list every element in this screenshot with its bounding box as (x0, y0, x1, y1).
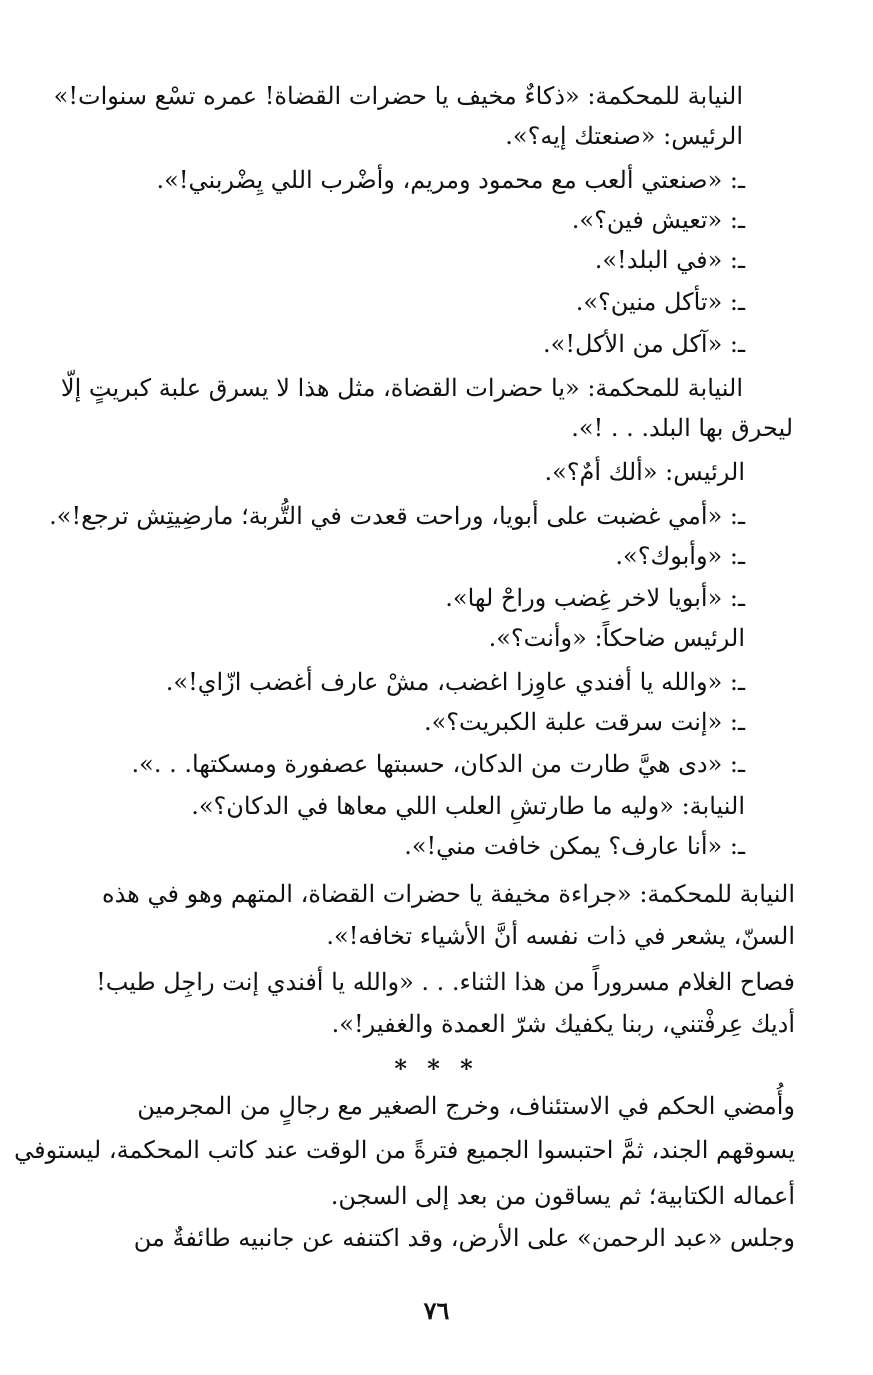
text-line-20: النيابة للمحكمة: «جراءة مخيفة يا حضرات القضاة، المتهم وهو في هذه (102, 880, 795, 908)
text-line-23: أديك عِرفْتني، ربنا يكفيك شرّ العمدة والغفير!». (331, 1010, 795, 1038)
text-line-13: ـ: «أبويا لاخر غِضب وراحْ لها». (445, 584, 745, 612)
text-line-14: الرئيس ضاحكاً: «وأنت؟». (488, 624, 745, 652)
text-line-26: أعماله الكتابية؛ ثم يساقون من بعد إلى السجن. (330, 1182, 795, 1210)
text-line-17: ـ: «دى هيَّ طارت من الدكان، حسبتها عصفورة ومسكتها. . .». (131, 750, 745, 778)
text-line-15: ـ: «والله يا أفندي عاوِزا اغضب، مشْ عارف أغضب ازّاي!». (165, 668, 745, 696)
text-line-19: ـ: «أنا عارف؟ يمكن خافت مني!». (404, 832, 745, 860)
text-line-7: ـ: «آكل من الأكل!». (543, 330, 745, 358)
text-line-21: السنّ، يشعر في ذات نفسه أنَّ الأشياء تخافه!». (326, 922, 795, 950)
text-line-27: وجلس «عبد الرحمن» على الأرض، وقد اكتنفه عن جانبيه طائفةٌ من (133, 1224, 795, 1252)
text-line-9: ليحرق بها البلد. . . !». (571, 414, 793, 442)
page-number: ٧٦ (423, 1296, 450, 1325)
text-line-3: ـ: «صنعتي ألعب مع محمود ومريم، وأضْرب اللي يِضْربني!». (156, 166, 745, 194)
text-line-11: ـ: «أمي غضبت على أبويا، وراحت قعدت في التُّربة؛ مارضِيتِش ترجع!». (49, 502, 745, 530)
text-line-22: فصاح الغلام مسروراً من هذا الثناء. . . «والله يا أفندي إنت راجِل طيب! (96, 968, 795, 996)
text-line-5: ـ: «في البلد!». (594, 246, 745, 274)
text-line-1: النيابة للمحكمة: «ذكاءٌ مخيف يا حضرات القضاة! عمره تسْع سنوات!» (53, 82, 743, 110)
text-line-2: الرئيس: «صنعتك إيه؟». (505, 122, 743, 150)
text-line-18: النيابة: «وليه ما طارتشِ العلب اللي معاها في الدكان؟». (191, 792, 745, 820)
text-line-8: النيابة للمحكمة: «يا حضرات القضاة، مثل هذا لا يسرق علبة كبريتٍ إلّا (60, 374, 743, 402)
text-line-12: ـ: «وأبوك؟». (615, 542, 745, 570)
section-separator: * * * (394, 1054, 479, 1083)
text-line-6: ـ: «تأكل منين؟». (575, 288, 745, 316)
text-line-25: يسوقهم الجند، ثمَّ احتبسوا الجميع فترةً من الوقت عند كاتب المحكمة، ليستوفي (14, 1136, 795, 1164)
text-line-16: ـ: «إنت سرقت علبة الكبريت؟». (423, 708, 745, 736)
text-line-10: الرئيس: «ألك أمٌ؟». (544, 458, 745, 486)
text-line-4: ـ: «تعيش فين؟». (571, 206, 745, 234)
text-line-24: وأُمضي الحكم في الاستئناف، وخرج الصغير مع رجالٍ من المجرمين (137, 1092, 795, 1120)
